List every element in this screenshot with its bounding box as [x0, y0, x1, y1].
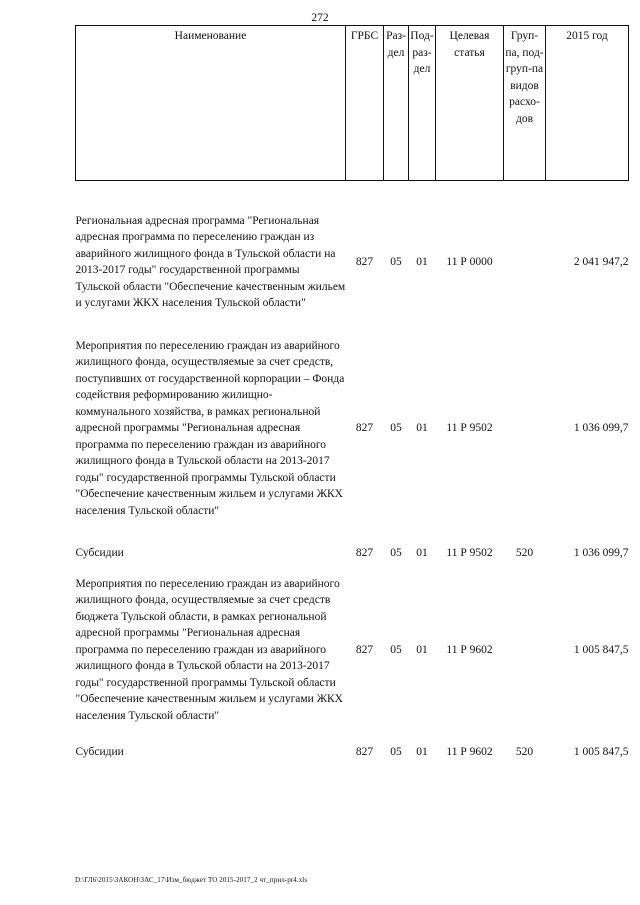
table-row — [76, 545, 629, 562]
row-vid: 520 — [515, 746, 534, 758]
row-name: Региональная адресная программа "Региональная адресная программа по переселению граждан из аварийного жилищного фонда в Тульской области на 2013-2017 годы" государственной программы Тульской области "Обеспечение качественным жильем и услугами ЖКХ населения Тульской области" — [75, 214, 346, 309]
header-podrazdel: Под-раз-дел — [409, 26, 436, 181]
row-vid — [504, 213, 546, 312]
row-razdel: 05 — [390, 643, 402, 656]
row-name: Мероприятия по переселению граждан из аварийного жилищного фонда, осуществляемые за счет средств, поступивших от государственной корпорации – Фонда содействия реформированию жилищно-коммунального хозяйства, в рамках региональной адресной программы "Региональная адресная программа по переселению граждан из аварийного жилищного фонда в Тульской области на 2013-2017 годы" государственной программы Тульской области "Обеспечение качественным жильем и услугами ЖКХ населения Тульской области" — [75, 339, 345, 517]
row-vid: 520 — [515, 547, 534, 559]
row-name: Мероприятия по переселению граждан из аварийного жилищного фонда, осуществляемые за счет средств бюджета Тульской области, в рамках региональной адресной программы "Региональная адресная программа по переселению граждан из аварийного жилищного фонда в Тульской области на 2013-2017 годы" государственной программы Тульской области "Обеспечение качественным жильем и услугами ЖКХ населения Тульской области" — [75, 577, 343, 722]
header-grbs: ГРБС — [346, 26, 384, 181]
row-razdel: 05 — [390, 547, 402, 559]
row-target: 11 Р 0000 — [446, 255, 493, 268]
row-target: 11 Р 9602 — [446, 643, 493, 656]
row-razdel: 05 — [390, 746, 402, 758]
table-row — [76, 576, 629, 725]
row-name: Субсидии — [75, 746, 124, 758]
header-name: Наименование — [76, 26, 346, 181]
row-grbs: 827 — [355, 255, 374, 268]
table-row — [76, 338, 629, 520]
header-target: Целевая статья — [436, 26, 504, 181]
row-grbs: 827 — [355, 422, 374, 434]
row-grbs: 827 — [355, 643, 374, 656]
row-razdel: 05 — [390, 255, 402, 268]
row-vid — [504, 338, 546, 520]
row-amount: 1 005 847,5 — [573, 643, 629, 656]
row-podrazdel: 01 — [416, 547, 428, 559]
row-podrazdel: 01 — [416, 746, 428, 758]
header-vid: Груп-па, под-груп-па видов расхо-дов — [504, 26, 546, 181]
budget-table — [75, 25, 629, 761]
table-row — [76, 213, 629, 312]
row-grbs: 827 — [355, 547, 374, 559]
page-number: 272 — [311, 12, 329, 24]
row-amount: 1 036 099,7 — [573, 422, 629, 434]
row-podrazdel: 01 — [416, 643, 428, 656]
row-razdel: 05 — [390, 422, 402, 434]
row-amount: 1 036 099,7 — [573, 547, 629, 559]
row-vid — [504, 576, 546, 725]
row-podrazdel: 01 — [416, 255, 428, 268]
table-row — [76, 744, 629, 761]
row-target: 11 Р 9502 — [446, 547, 493, 559]
row-target: 11 Р 9602 — [446, 746, 493, 758]
row-amount: 1 005 847,5 — [573, 746, 629, 758]
row-name: Субсидии — [75, 547, 124, 559]
header-year: 2015 год — [546, 26, 629, 181]
file-path-footer: D:\ГЛ6\2015\ЗАКОН\ЗАС_17\Изм_бюджет ТО 2015-2017_2 чт_прил-pr4.xls — [75, 876, 308, 884]
table-header-row — [76, 26, 629, 181]
row-amount: 2 041 947,2 — [573, 255, 629, 268]
row-target: 11 Р 9502 — [446, 422, 493, 434]
header-razdel: Раз-дел — [384, 26, 409, 181]
row-podrazdel: 01 — [416, 422, 428, 434]
row-grbs: 827 — [355, 746, 374, 758]
